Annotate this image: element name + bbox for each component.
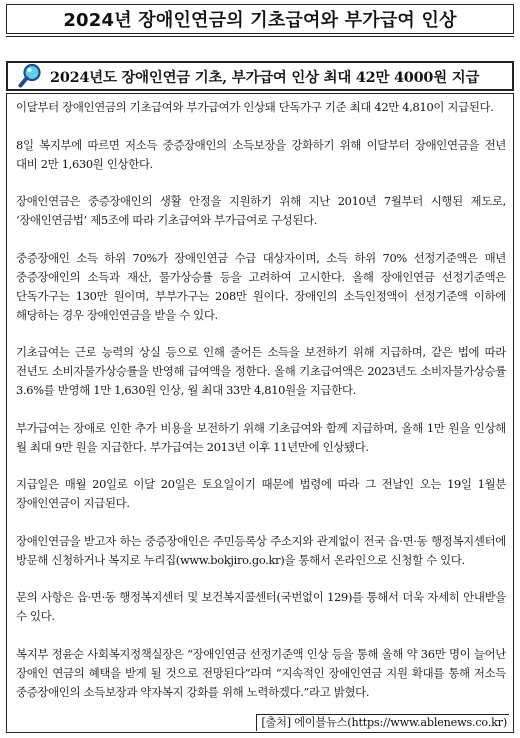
title-underline [6, 36, 514, 37]
paragraph-3: 장애인연금은 중증장애인의 생활 안정을 지원하기 위해 지난 2010년 7월부터 시행된 제도로, ‘장애인연금법’ 제5조에 따라 기초급여와 부가급여로 구성된다. [16, 194, 506, 227]
paragraph-list [16, 98, 506, 720]
headline-text: 2024년도 장애인연금 기초, 부가급여 인상 최대 42만 4000원 지급 [50, 68, 480, 86]
paragraph-10: 복지부 정윤순 사회복지정책실장은 “장애인연금 선정기준액 인상 등을 통해 올해 약 36만 명이 늘어난 장애인 연금의 혜택을 받게 될 것으로 전망된다”라며 “지속적인 장애인연금 지원 확대를 통해 저소득 중증장애인의 소득보장과 약자복지 강화를 위해 노력하겠다.”라고 밝혔다. [16, 646, 506, 699]
source-credit: [출처] 에이블뉴스(https://www.ablenews.co.kr) [256, 714, 509, 731]
paragraph-4: 중증장애인 소득 하위 70%가 장애인연금 수급 대상자이며, 소득 하위 70% 선정기준액은 매년 중증장애인의 소득과 재산, 물가상승률 등을 고려하여 고시한다. 올해 장애인연금 선정기준액은 단독가구는 130만 원이며, 부부가구는 208만 원이다. 장애인의 소득인정액이 선정기준액 이하에 해당하는 경우 장애인연금을 받을 수 있다. [16, 250, 506, 322]
paragraph-1: 이달부터 장애인연금의 기초급여와 부가급여가 인상돼 단독가구 기준 최대 42만 4,810이 지급된다. [16, 100, 494, 114]
headline-box [6, 61, 514, 91]
page-title: 2024년 장애인연금의 기초급여와 부가급여 인상 [6, 4, 514, 34]
paragraph-2: 8일 복지부에 따르면 저소득 중증장애인의 소득보장을 강화하기 위해 이달부터 장애인연금을 전년 대비 2만 1,630원 인상한다. [16, 137, 506, 171]
paragraph-5: 기초급여는 근로 능력의 상실 등으로 인해 줄어든 소득을 보전하기 위해 지급하며, 같은 법에 따라 전년도 소비자물가상승률을 반영해 급여액을 정한다. 올해 기초급여액은 2023년도 소비자물가상승률 3.6%를 반영해 1만 1,630원 인상, 월 최대 33만 4,810원을 지급한다. [16, 345, 506, 397]
magnifier-icon [18, 63, 42, 89]
paragraph-7: 지급일은 매월 20일로 이달 20일은 토요일이기 때문에 법령에 따라 그 전날인 오는 19일 1월분 장애인연금이 지급된다. [16, 477, 506, 510]
article-body [6, 93, 514, 733]
paragraph-9: 문의 사항은 읍·면·동 행정복지센터 및 보건복지콜센터(국번없이 129)를 통해서 더욱 자세히 안내받을 수 있다. [16, 590, 506, 623]
paragraph-8: 장애인연금을 받고자 하는 중증장애인은 주민등록상 주소지와 관계없이 전국 읍·면·동 행정복지센터에 방문해 신청하거나 복지로 누리집(www.bokjiro.go.kr)을 통해서 온라인으로 신청할 수 있다. [16, 533, 506, 567]
paragraph-6: 부가급여는 장애로 인한 추가 비용을 보전하기 위해 기초급여와 함께 지급하며, 올해 1만 원을 인상해 월 최대 9만 원을 지급한다. 부가급여는 2013년 이후 11년만에 인상됐다. [16, 420, 506, 454]
